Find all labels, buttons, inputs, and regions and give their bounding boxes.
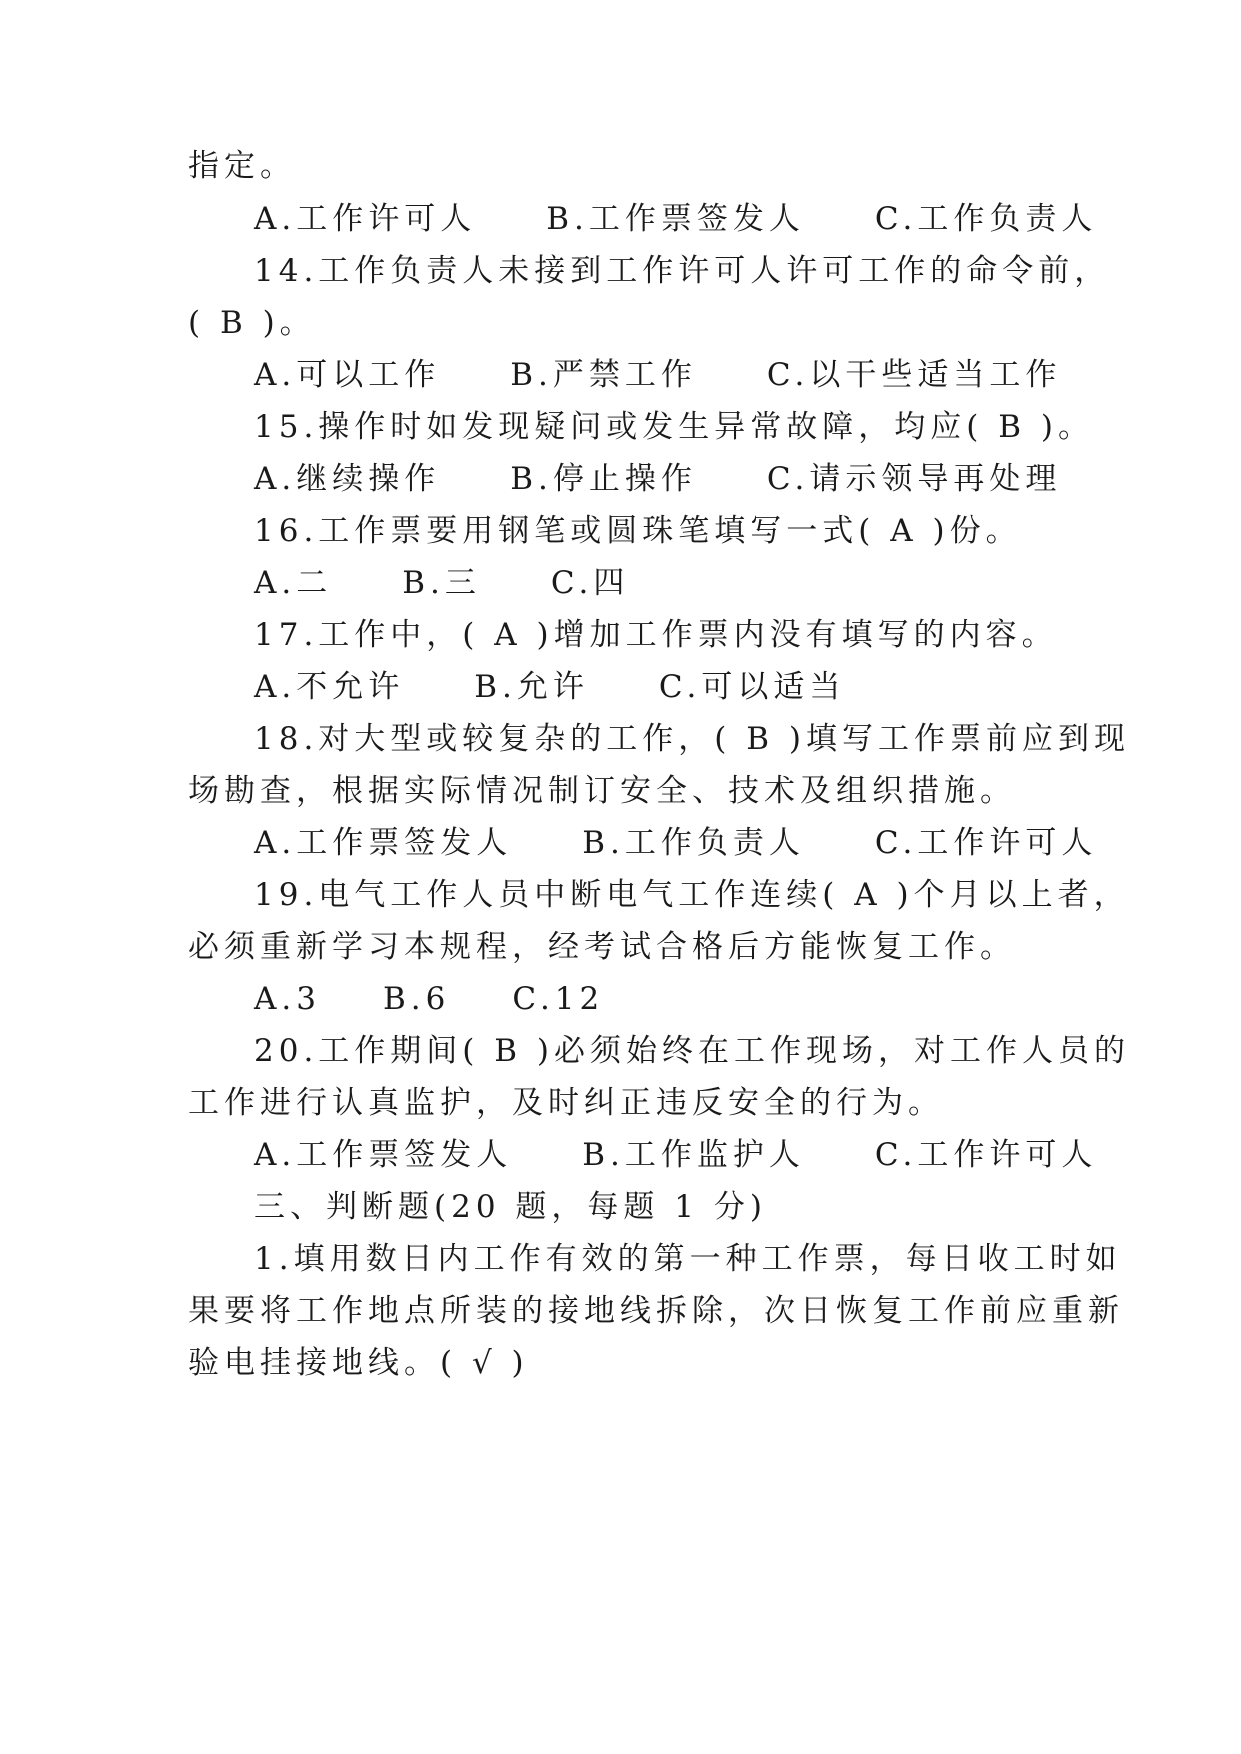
option-c: C.四 <box>550 565 630 601</box>
option-c: C.可以适当 <box>658 669 846 705</box>
option-a: A.工作票签发人 <box>254 825 513 861</box>
question-line: 19.电气工作人员中断电气工作连续( A )个月以上者， <box>254 877 1130 913</box>
options-line <box>254 199 1097 239</box>
option-b: B.6 <box>382 981 451 1017</box>
section-heading: 三、判断题(20 题，每题 1 分) <box>254 1189 767 1225</box>
option-c: C.请示领导再处理 <box>766 461 1062 497</box>
option-a: A.不允许 <box>254 669 405 705</box>
option-c: C.工作许可人 <box>874 1137 1098 1173</box>
question-line: 17.工作中，( A )增加工作票内没有填写的内容。 <box>254 617 1058 653</box>
question-line: 1.填用数日内工作有效的第一种工作票，每日收工时如 <box>254 1241 1122 1277</box>
options-line <box>254 667 845 707</box>
options-line <box>254 823 1097 863</box>
text-line: 必须重新学习本规程，经考试合格后方能恢复工作。 <box>188 929 1016 965</box>
option-c: C.工作负责人 <box>874 201 1098 237</box>
option-c: C.12 <box>512 981 605 1017</box>
option-a: A.可以工作 <box>254 357 441 393</box>
options-line <box>254 979 604 1019</box>
option-a: A.继续操作 <box>254 461 441 497</box>
text-line: 果要将工作地点所装的接地线拆除，次日恢复工作前应重新 <box>188 1293 1124 1329</box>
option-c: C.工作许可人 <box>874 825 1098 861</box>
option-b: B.工作票签发人 <box>546 201 805 237</box>
question-line: 15.操作时如发现疑问或发生异常故障，均应( B )。 <box>254 409 1094 445</box>
option-b: B.工作监护人 <box>582 1137 805 1173</box>
options-line <box>254 563 629 603</box>
text-line: 场勘查，根据实际情况制订安全、技术及组织措施。 <box>188 773 1016 809</box>
option-c: C.以干些适当工作 <box>766 357 1062 393</box>
question-line: 18.对大型或较复杂的工作，( B )填写工作票前应到现 <box>254 721 1130 757</box>
option-a: A.工作票签发人 <box>254 1137 513 1173</box>
option-b: B.三 <box>402 565 481 601</box>
option-b: B.允许 <box>474 669 589 705</box>
option-a: A.二 <box>254 565 333 601</box>
text-line: 验电挂接地线。( √ ) <box>188 1345 529 1381</box>
question-line: 14.工作负责人未接到工作许可人许可工作的命令前， <box>254 253 1111 289</box>
option-a: A.3 <box>254 981 321 1017</box>
question-line: 16.工作票要用钢笔或圆珠笔填写一式( A )份。 <box>254 513 1022 549</box>
options-line <box>254 355 1061 395</box>
option-b: B.严禁工作 <box>510 357 697 393</box>
options-line <box>254 459 1061 499</box>
option-b: B.工作负责人 <box>582 825 805 861</box>
option-b: B.停止操作 <box>510 461 697 497</box>
text-line: ( B )。 <box>188 305 316 341</box>
options-line <box>254 1135 1097 1175</box>
question-line: 20.工作期间( B )必须始终在工作现场，对工作人员的 <box>254 1033 1130 1069</box>
text-line: 指定。 <box>188 148 296 184</box>
option-a: A.工作许可人 <box>254 201 477 237</box>
text-line: 工作进行认真监护，及时纠正违反安全的行为。 <box>188 1085 944 1121</box>
